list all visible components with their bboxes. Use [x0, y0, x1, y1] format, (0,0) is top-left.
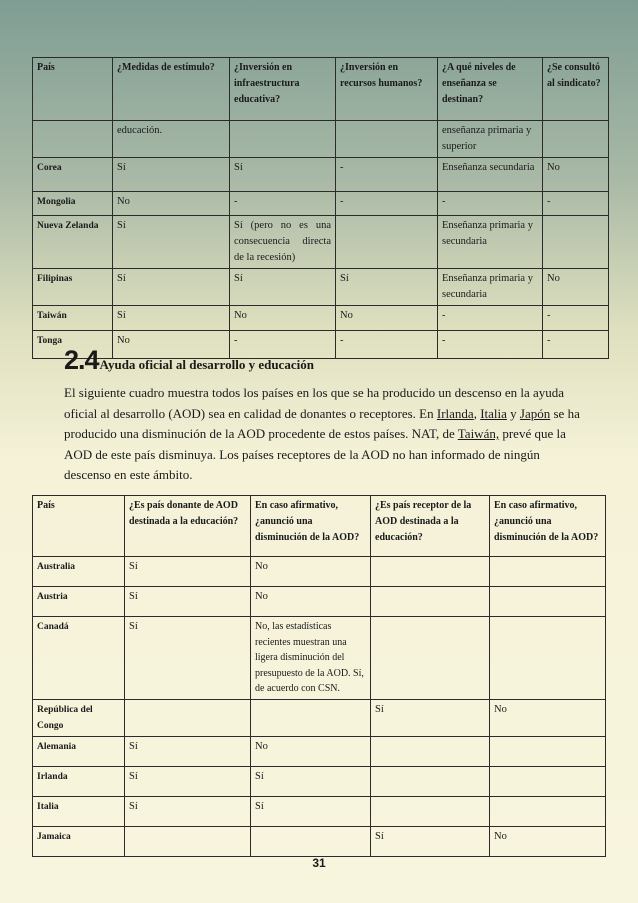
- table-cell: [490, 796, 606, 826]
- table-cell: [490, 736, 606, 766]
- country-cell: Corea: [33, 158, 113, 192]
- column-header: País: [33, 496, 125, 557]
- country-cell: Filipinas: [33, 269, 113, 306]
- table-cell: Sí: [371, 826, 490, 856]
- table-cell: No: [251, 736, 371, 766]
- table-cell: Sí: [230, 158, 336, 192]
- table-cell: -: [543, 306, 609, 331]
- table-cell: Sí: [113, 269, 230, 306]
- table-row: [33, 617, 606, 700]
- section-number: 2.4: [64, 345, 99, 375]
- table-cell: [125, 699, 251, 736]
- table-cell: [371, 587, 490, 617]
- country-cell: Nueva Zelanda: [33, 216, 113, 269]
- table-cell: Sí: [113, 158, 230, 192]
- paragraph-text: se ha producido una disminución de la AOD procedente de estos países. NAT, de: [64, 405, 580, 441]
- table-cell: No: [336, 306, 438, 331]
- country-cell: Tonga: [33, 331, 113, 359]
- table-cell: No, las estadísticas recientes muestran una ligera disminución del presupuesto de la AOD. Sí, de acuerdo con CSN.: [251, 617, 371, 700]
- table-cell: -: [336, 192, 438, 216]
- table-cell: [543, 216, 609, 269]
- table-cell: Sí: [113, 306, 230, 331]
- table-cell: Enseñanza secundaria: [438, 158, 543, 192]
- table-cell: -: [336, 158, 438, 192]
- table-cell: [336, 216, 438, 269]
- table-cell: [490, 617, 606, 700]
- column-header: ¿Es país receptor de la AOD destinada a la educación?: [371, 496, 490, 557]
- table-cell: Sí: [125, 766, 251, 796]
- table-row: [33, 587, 606, 617]
- table-cell: -: [336, 331, 438, 359]
- table-cell: [371, 736, 490, 766]
- country-cell: Alemania: [33, 736, 125, 766]
- country-cell: Australia: [33, 557, 125, 587]
- table-cell: Sí: [125, 796, 251, 826]
- table-cell: [543, 121, 609, 158]
- table-cell: [371, 796, 490, 826]
- table-row: [33, 796, 606, 826]
- table-cell: No: [490, 826, 606, 856]
- table-cell: Enseñanza primaria y secundaria: [438, 269, 543, 306]
- column-header: País: [33, 58, 113, 121]
- table-row: [33, 699, 606, 736]
- table-cell: Sí: [125, 617, 251, 700]
- table-cell: Sí (pero no es una consecuencia directa de la recesión): [230, 216, 336, 269]
- column-header: ¿Medidas de estímulo?: [113, 58, 230, 121]
- table-header-row: [33, 496, 606, 557]
- country-cell: Jamaica: [33, 826, 125, 856]
- table-cell: [371, 766, 490, 796]
- table-row: [33, 826, 606, 856]
- column-header: ¿Inversión en recursos humanos?: [336, 58, 438, 121]
- table-row: [33, 557, 606, 587]
- section-heading: [64, 345, 314, 376]
- table-cell: No: [251, 557, 371, 587]
- country-cell: Italia: [33, 796, 125, 826]
- country-cell: Austria: [33, 587, 125, 617]
- section-paragraph: [64, 383, 584, 486]
- table-cell: -: [438, 192, 543, 216]
- table-cell: [371, 557, 490, 587]
- table-row: [33, 269, 609, 306]
- table-cell: [371, 617, 490, 700]
- table-row: [33, 158, 609, 192]
- column-header: ¿Inversión en infraestructura educativa?: [230, 58, 336, 121]
- table-row: [33, 121, 609, 158]
- table-cell: No: [490, 699, 606, 736]
- table-cell: [230, 121, 336, 158]
- link-italia[interactable]: Italia: [480, 405, 507, 421]
- country-cell: Mongolia: [33, 192, 113, 216]
- table-cell: [125, 826, 251, 856]
- table-cell: No: [230, 306, 336, 331]
- table-row: [33, 192, 609, 216]
- table-cell: Sí: [251, 766, 371, 796]
- table-cell: Sí: [251, 796, 371, 826]
- table-cell: -: [230, 331, 336, 359]
- table-cell: -: [543, 192, 609, 216]
- column-header: ¿Se consultó al sindicato?: [543, 58, 609, 121]
- column-header: ¿A qué niveles de enseñanza se destinan?: [438, 58, 543, 121]
- column-header: En caso afirmativo, ¿anunció una disminución de la AOD?: [490, 496, 606, 557]
- table-cell: -: [438, 331, 543, 359]
- column-header: ¿Es país donante de AOD destinada a la educación?: [125, 496, 251, 557]
- table-header-row: [33, 58, 609, 121]
- stimulus-measures-table: [32, 57, 609, 359]
- table-row: [33, 216, 609, 269]
- link-irlanda[interactable]: Irlanda: [436, 405, 474, 421]
- table-cell: -: [438, 306, 543, 331]
- table-cell: [336, 121, 438, 158]
- table-cell: Sí: [125, 587, 251, 617]
- table-cell: No: [113, 331, 230, 359]
- table-cell: [251, 699, 371, 736]
- table-cell: Sí: [113, 216, 230, 269]
- link-japon[interactable]: Japón: [519, 405, 551, 421]
- table-cell: [490, 587, 606, 617]
- paragraph-text: y: [506, 405, 520, 421]
- column-header: En caso afirmativo, ¿anunció una disminución de la AOD?: [251, 496, 371, 557]
- country-cell: Canadá: [33, 617, 125, 700]
- table-cell: Sí: [125, 557, 251, 587]
- table-cell: Enseñanza primaria y secundaria: [438, 216, 543, 269]
- country-cell: [33, 121, 113, 158]
- table-cell: Sí: [371, 699, 490, 736]
- country-cell: Irlanda: [33, 766, 125, 796]
- table-cell: enseñanza primaria y superior: [438, 121, 543, 158]
- table-cell: [490, 557, 606, 587]
- oda-table: [32, 495, 606, 857]
- table-cell: [251, 826, 371, 856]
- table-cell: No: [251, 587, 371, 617]
- link-taiwan[interactable]: Taiwán,: [457, 426, 500, 441]
- section-title: Ayuda oficial al desarrollo y educación: [99, 357, 314, 372]
- paragraph-text: prevé que la AOD de este país disminuya. Los países receptores de la AOD no han informado de ningún descenso en este ámbito.: [64, 426, 566, 482]
- table-cell: educación.: [113, 121, 230, 158]
- table-row: [33, 306, 609, 331]
- table-cell: [490, 766, 606, 796]
- table-cell: -: [543, 331, 609, 359]
- table-cell: Sí: [230, 269, 336, 306]
- table-cell: No: [113, 192, 230, 216]
- table-row: [33, 766, 606, 796]
- country-cell: Taiwán: [33, 306, 113, 331]
- paragraph-text: ,: [473, 405, 481, 421]
- page-number: 31: [312, 856, 326, 870]
- country-cell: República del Congo: [33, 699, 125, 736]
- table-cell: No: [543, 269, 609, 306]
- paragraph-text: El siguiente cuadro muestra todos los países en los que se ha producido un descenso en la ayuda oficial al desarrollo (AOD) sea en calidad de donantes o receptores. En: [64, 385, 565, 421]
- table-row: [33, 736, 606, 766]
- table-cell: Sí: [336, 269, 438, 306]
- table-cell: Sí: [125, 736, 251, 766]
- table-cell: -: [230, 192, 336, 216]
- table-cell: No: [543, 158, 609, 192]
